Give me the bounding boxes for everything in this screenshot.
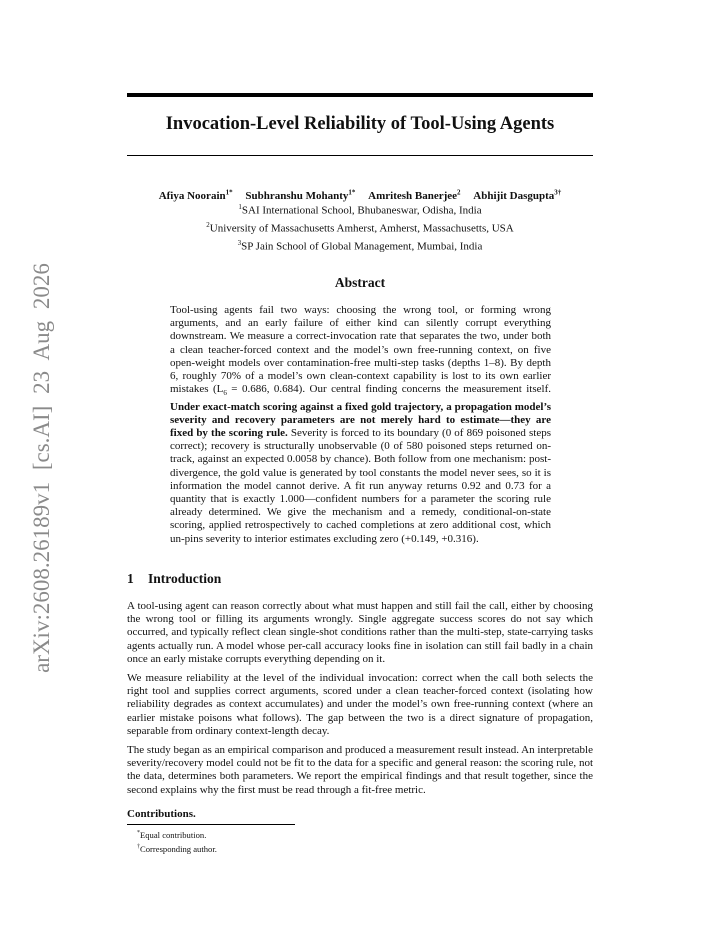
section-number: 1 [127,571,134,586]
title-bottom-rule [127,155,593,156]
footnotes [137,827,217,855]
footnote: †Corresponding author. [137,843,217,854]
abstract-key-claim: Under exact-match scoring against a fixed gold trajectory, a propagation model’s severity and recovery parameters are not merely hard to estimate—they are fixed by the scoring rule. [170,400,551,440]
introduction-body [127,600,593,803]
footnote: *Equal contribution. [137,829,207,840]
author: Afiya Noorain$^{1*}$ [158,188,233,202]
footnote-rule [127,824,295,825]
arxiv-stamp [22,243,62,693]
affiliation: $^3$SP Jain School of Global Management, Mumbai, India [237,239,483,253]
paper-title: Invocation-Level Reliability of Tool-Using Agents [165,114,555,134]
affiliation: $^1$SAI International School, Bhubaneswar, Odisha, India [238,203,482,217]
author: Subhranshu Mohanty$^{1*}$ [245,188,356,202]
abstract-paragraph: Tool-using agents fail two ways: choosing the wrong tool, or forming wrong arguments, and an early failure of either kind can silently corrupt everything downstream. We measure a correct-invocation rate that separates the two, under both a clean teacher-forced context and the model’s own free-running context, on five open-weight models over contamination-free multi-step tasks (depths 1–8). By depth 6, roughly 70% of a model’s own clean-context capability is lost to its own earlier mistakes ($L_6 = 0.686$, 0.684). Our central finding concerns the measurement itself. Under exact-match scoring against a fixed gold trajectory, a propagation model’s severity and recovery parameters are not merely hard to estimate—they are fixed by the scoring rule. Severity is forced to its boundary (0 of 869 poisoned steps correct); recovery is structurally unobservable (0 of 580 poisoned steps returned on-track, against an expected 0.0058 by chance). Both follow from one mechanism: post-divergence, the gold value is generated by tool constants the model never sees, so it is information the model cannot derive. A fit run anyway returns 0.92 and 0.73 for a quantity that is exactly 1.000—confident numbers for a parameter the scoring rule already determined. We give the mechanism and a remedy, conditional-on-state scoring, applied retrospectively to cached completions at zero additional cost, which un-pins severity to interior estimates excluding zero (+0.149, +0.316). [170,304,551,545]
abstract-heading: Abstract [334,275,386,290]
intro-paragraph: We measure reliability at the level of the individual invocation: correct when the call both selects the right tool and supplies correct arguments, scored under a clean teacher-forced context (isolating how reliability degrades as context accumulates) and under the model’s own free-running context (where an earlier mistake poisons what follows). The gap between the two is a direct signature of propagation, separable from ordinary context-length decay. [127,672,593,737]
section-title: Introduction [148,571,222,586]
author: Abhijit Dasgupta$^{3\dagger}$ [473,188,562,202]
title-top-rule [127,93,593,97]
section-heading-introduction [127,571,221,587]
intro-paragraph: A tool-using agent can reason correctly about what must happen and still fail the call, either by choosing the wrong tool or filling its arguments wrongly. Single aggregate success scores do not say which occurred, and typically reflect clean single-shot conditions rather than the multi-step, state-carrying tasks agents actually run. A model whose per-call accuracy looks fine in isolation can still fail badly in a chain once an early mistake corrupts everything depending on it. [127,600,593,665]
arxiv-identifier[interactable]: arXiv:2608.26189v1 [cs.AI] 23 Aug 2026 [29,263,54,673]
author: Amritesh Banerjee$^2$ [368,188,461,202]
contributions-heading: Contributions. [127,808,196,820]
affiliation: $^2$University of Massachusetts Amherst, Amherst, Massachusetts, USA [206,221,514,235]
intro-paragraph: The study began as an empirical comparison and produced a measurement result instead. An interpretable severity/recovery model could not be fit to the data for a specific and general reason: the scoring rule, not the data, determines both parameters. We report the empirical findings and that result together, since the second explains why the first must be read through a fit-free metric. [127,744,593,796]
affiliation-list [127,200,593,254]
abstract-body [170,304,551,546]
